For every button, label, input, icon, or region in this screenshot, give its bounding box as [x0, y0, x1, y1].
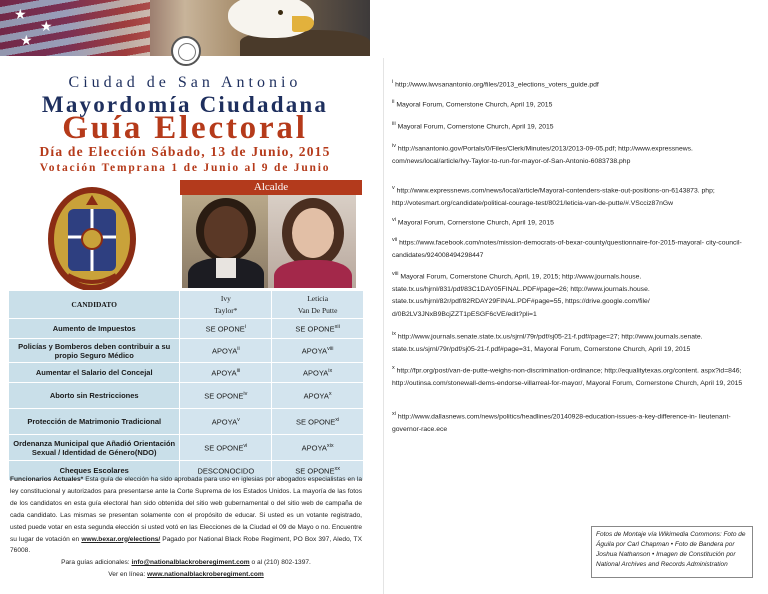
regiment-seal-icon — [171, 36, 201, 66]
issue-label: Aumento de Impuestos — [9, 319, 180, 339]
table-row — [9, 435, 364, 461]
position-cell — [180, 339, 272, 363]
endnote-number: vii — [392, 237, 398, 243]
position-cell — [180, 383, 272, 409]
endnote-text: http://sanantonio.gov/Portals/0/Files/Clerk/Minutes/2013/2013-09-05.pdf; http://www.expressnews. com/news/local/article/Ivy-Taylor-to-run-for-mayor-of-San-Antonio-6083738.php — [392, 145, 693, 165]
position-text: SE OPONE — [295, 466, 335, 476]
position-text: APOYA — [301, 443, 327, 453]
paid-by-text: Pagado por National Black Robe Regiment, PO Box 397, Aledo, TX 76008. — [10, 535, 362, 555]
photo-credit-box: Fotos de Montaje vía Wikimedia Commons: Foto de Águila por Carl Chapman • Foto de Bandera por Joshua Nathanson • Imagen de Constitución por National Archives and Records Administration — [591, 526, 753, 578]
endnote-text: http://fpr.org/post/van-de-putte-weighs-non-discrimination-ordinance; http://equalitytexas.org/content. aspx?id=846; http://outinsa.com/stonewall-dems-endorse-villarreal-for-mayor/, Mayoral Forum, Cornerstone Church, April 19, 2015 — [392, 367, 743, 387]
endnote-number: iv — [392, 143, 396, 149]
org-title: Mayordomía Ciudadana — [41, 92, 329, 117]
endnote-number: ii — [392, 99, 395, 105]
table-header-row — [9, 291, 364, 319]
endnote-text: Mayoral Forum, Cornerstone Church, April 19, 2015 — [397, 123, 554, 131]
table-row — [9, 319, 364, 339]
position-cell — [272, 339, 364, 363]
endnote-text: http://www.journals.senate.state.tx.us/sjrnl/79r/pdf/sj05-21-f.pdf#page=27; http://www.journals.senate. state.tx.us/sjrnl/79r/pdf/sj05-21-f.pdf#page=31, Mayoral Forum, Cornerstone Church, April 19, 2015 — [392, 333, 703, 353]
endnote-text: http://www.lwvsanantonio.org/files/2013_elections_voters_guide.pdf — [395, 81, 599, 89]
elections-link[interactable]: www.bexar.org/elections/ — [81, 535, 161, 543]
position-text: SE OPONE — [204, 443, 244, 453]
star-icon: ★ — [14, 6, 27, 22]
position-text: APOYA — [211, 417, 238, 427]
position-text: SE OPONE — [205, 324, 245, 334]
footnote-ref: iii — [236, 367, 241, 374]
position-text: APOYA — [302, 368, 329, 378]
endnote-number: xi — [392, 411, 396, 417]
footnote-ref: viii — [327, 345, 334, 352]
position-text: SE OPONE — [295, 324, 335, 334]
endnote-number: x — [392, 365, 395, 371]
candidate-name-van-de-putte — [272, 291, 364, 319]
endnote — [392, 76, 758, 92]
guide-title: Guía Electoral — [62, 110, 308, 146]
position-cell — [180, 319, 272, 339]
table-row — [9, 409, 364, 435]
footnote-ref: vi — [243, 442, 248, 449]
endnote — [392, 362, 758, 390]
endnote-text: https://www.facebook.com/notes/mission-democrats-of-bexar-county/questionnaire-for-2015-mayoral- city-council-candidates/924008494298447 — [392, 239, 742, 259]
position-cell — [180, 363, 272, 383]
issue-label: Policías y Bomberos deben contribuir a su propio Seguro Médico — [9, 339, 180, 363]
footnote-ref: i — [244, 323, 247, 330]
position-cell — [272, 363, 364, 383]
footnote-ref: xx — [334, 465, 340, 472]
footnote-ref: xii — [334, 323, 340, 330]
candidate-first-name: Ivy — [220, 293, 231, 303]
endnote — [392, 96, 758, 112]
star-icon: ★ — [40, 18, 53, 34]
endnote-text: Mayoral Forum, Cornerstone Church, April 19, 2015 — [397, 219, 554, 227]
position-cell — [180, 435, 272, 461]
candidate-last-name: Taylor* — [214, 305, 238, 315]
position-text: SE OPONE — [204, 391, 244, 401]
footnote-ref: xi — [335, 416, 340, 423]
endnote-text: Mayoral Forum, Cornerstone Church, April, 19, 2015; http://www.journals.house. state.tx.us/hjrnl/831/pdf/83C1DAY05FINAL.PDF#page=26; http://www.journals.house. state.tx.us/hjrnl/82r/pdf/82RDAY29FINAL.PDF#page=55, https://drive.google.com/file/ d/0B2LV3JNxB9BcjZZT1pESGF6cVE/edit?pli=1 — [392, 273, 650, 319]
position-text: APOYA — [301, 346, 328, 356]
position-text: APOYA — [303, 391, 329, 401]
position-cell — [272, 435, 364, 461]
candidate-photo-taylor — [182, 194, 270, 288]
candidate-photo-van-de-putte — [268, 194, 356, 288]
footnote-ref: iv — [243, 390, 248, 397]
early-voting: Votación Temprana 1 de Junio al 9 de Junio — [39, 162, 331, 174]
position-cell — [180, 409, 272, 435]
contact-line — [10, 557, 362, 569]
position-text: DESCONOCIDO — [197, 466, 255, 476]
endnote — [392, 408, 758, 436]
endnote-number: iii — [392, 121, 396, 127]
contact-label: Para guías adicionales: — [61, 559, 132, 567]
position-cell — [272, 383, 364, 409]
column-divider — [383, 58, 384, 594]
city-seal-icon — [28, 185, 156, 293]
endnote-text: http://www.expressnews.com/news/local/article/Mayoral-contenders-stake-out-positions-on-6143873. php; http://votesmart.org/candidate/political-courage-test/8021/leticia-van-de-putte/#.VScciz87nGw — [392, 187, 715, 207]
table-row — [9, 383, 364, 409]
endnote — [392, 234, 758, 262]
position-cell — [272, 409, 364, 435]
online-label: Ver en línea: — [108, 571, 148, 579]
race-title: Alcalde — [180, 180, 362, 195]
footnote-ref: xix — [326, 442, 334, 449]
position-text: APOYA — [211, 346, 238, 356]
footnote-ref: v — [237, 416, 240, 423]
endnote — [392, 118, 758, 134]
position-cell — [272, 319, 364, 339]
issue-label: Cheques Escolares — [9, 461, 180, 481]
candidate-name-taylor — [180, 291, 272, 319]
endnote-number: vi — [392, 217, 396, 223]
table-row — [9, 363, 364, 383]
footnote-ref: ix — [328, 367, 333, 374]
footnote-ref: x — [328, 390, 332, 397]
issue-label: Aumentar el Salario del Concejal — [9, 363, 180, 383]
endnote — [392, 140, 758, 168]
position-text: SE OPONE — [296, 417, 336, 427]
email-link[interactable]: info@nationalblackroberegiment.com — [131, 559, 250, 567]
candidate-comparison-table — [8, 290, 364, 481]
election-day: Día de Elección Sábado, 13 de Junio, 2015 — [39, 144, 331, 159]
phone-text: o al (210) 802-1397. — [249, 559, 311, 567]
footnote-ref: ii — [237, 345, 240, 352]
online-line — [10, 569, 362, 581]
endnote — [392, 182, 758, 210]
candidate-last-name: Van De Putte — [297, 305, 338, 315]
table-row — [9, 339, 364, 363]
website-link[interactable]: www.nationalblackroberegiment.com — [147, 571, 264, 579]
eagle-eye — [278, 10, 283, 15]
disclaimer-lead: Funcionarios Actuales* — [10, 476, 84, 483]
issue-label: Protección de Matrimonio Tradicional — [9, 409, 180, 435]
endnote-text: Mayoral Forum, Cornerstone Church, April 19, 2015 — [396, 101, 553, 109]
star-icon: ★ — [20, 32, 33, 48]
candidate-first-name: Leticia — [307, 293, 329, 303]
endnote-text: http://www.dallasnews.com/news/politics/headlines/20140928-education-issues-a-key-difference-in- lieutenant-governor-race.ece — [392, 413, 731, 433]
endnote — [392, 214, 758, 230]
endnote-number: ix — [392, 331, 396, 337]
endnote-number: viii — [392, 271, 399, 277]
issue-label: Aborto sin Restricciones — [9, 383, 180, 409]
voter-guide-panel — [0, 0, 370, 594]
candidate-header: CANDIDATO — [9, 291, 180, 319]
endnote-number: v — [392, 185, 395, 191]
endnote — [392, 328, 758, 356]
city-title: Ciudad de San Antonio — [68, 74, 302, 91]
position-text: APOYA — [211, 368, 237, 378]
disclaimer-paragraph — [10, 474, 362, 581]
endnote — [392, 268, 758, 322]
disclaimer-body: Esta guía de elección ha sido aprobada para uso en iglesias por abogados especialistas en la ley constitucional y autorizados para presentarse ante la Corte Suprema de los Estados Unidos. La mayoría de las fotos de los candidatos en esta guía electoral han sido obtenida del sitio web gubernamental o del sitio web de campaña de cada candidato. Las mismas se presentan solamente con el propósito de educar. Si usted es un votante registrado, usted puede votar en esta segunda elección si usted votó en las Elecciones de la Ciudad el 09 de Mayo o no. Encuentre su lugar de votación en — [10, 476, 362, 543]
issue-label: Ordenanza Municipal que Añadió Orientación Sexual / Identidad de Género(NDO) — [9, 435, 180, 461]
endnote-number: i — [392, 79, 394, 85]
